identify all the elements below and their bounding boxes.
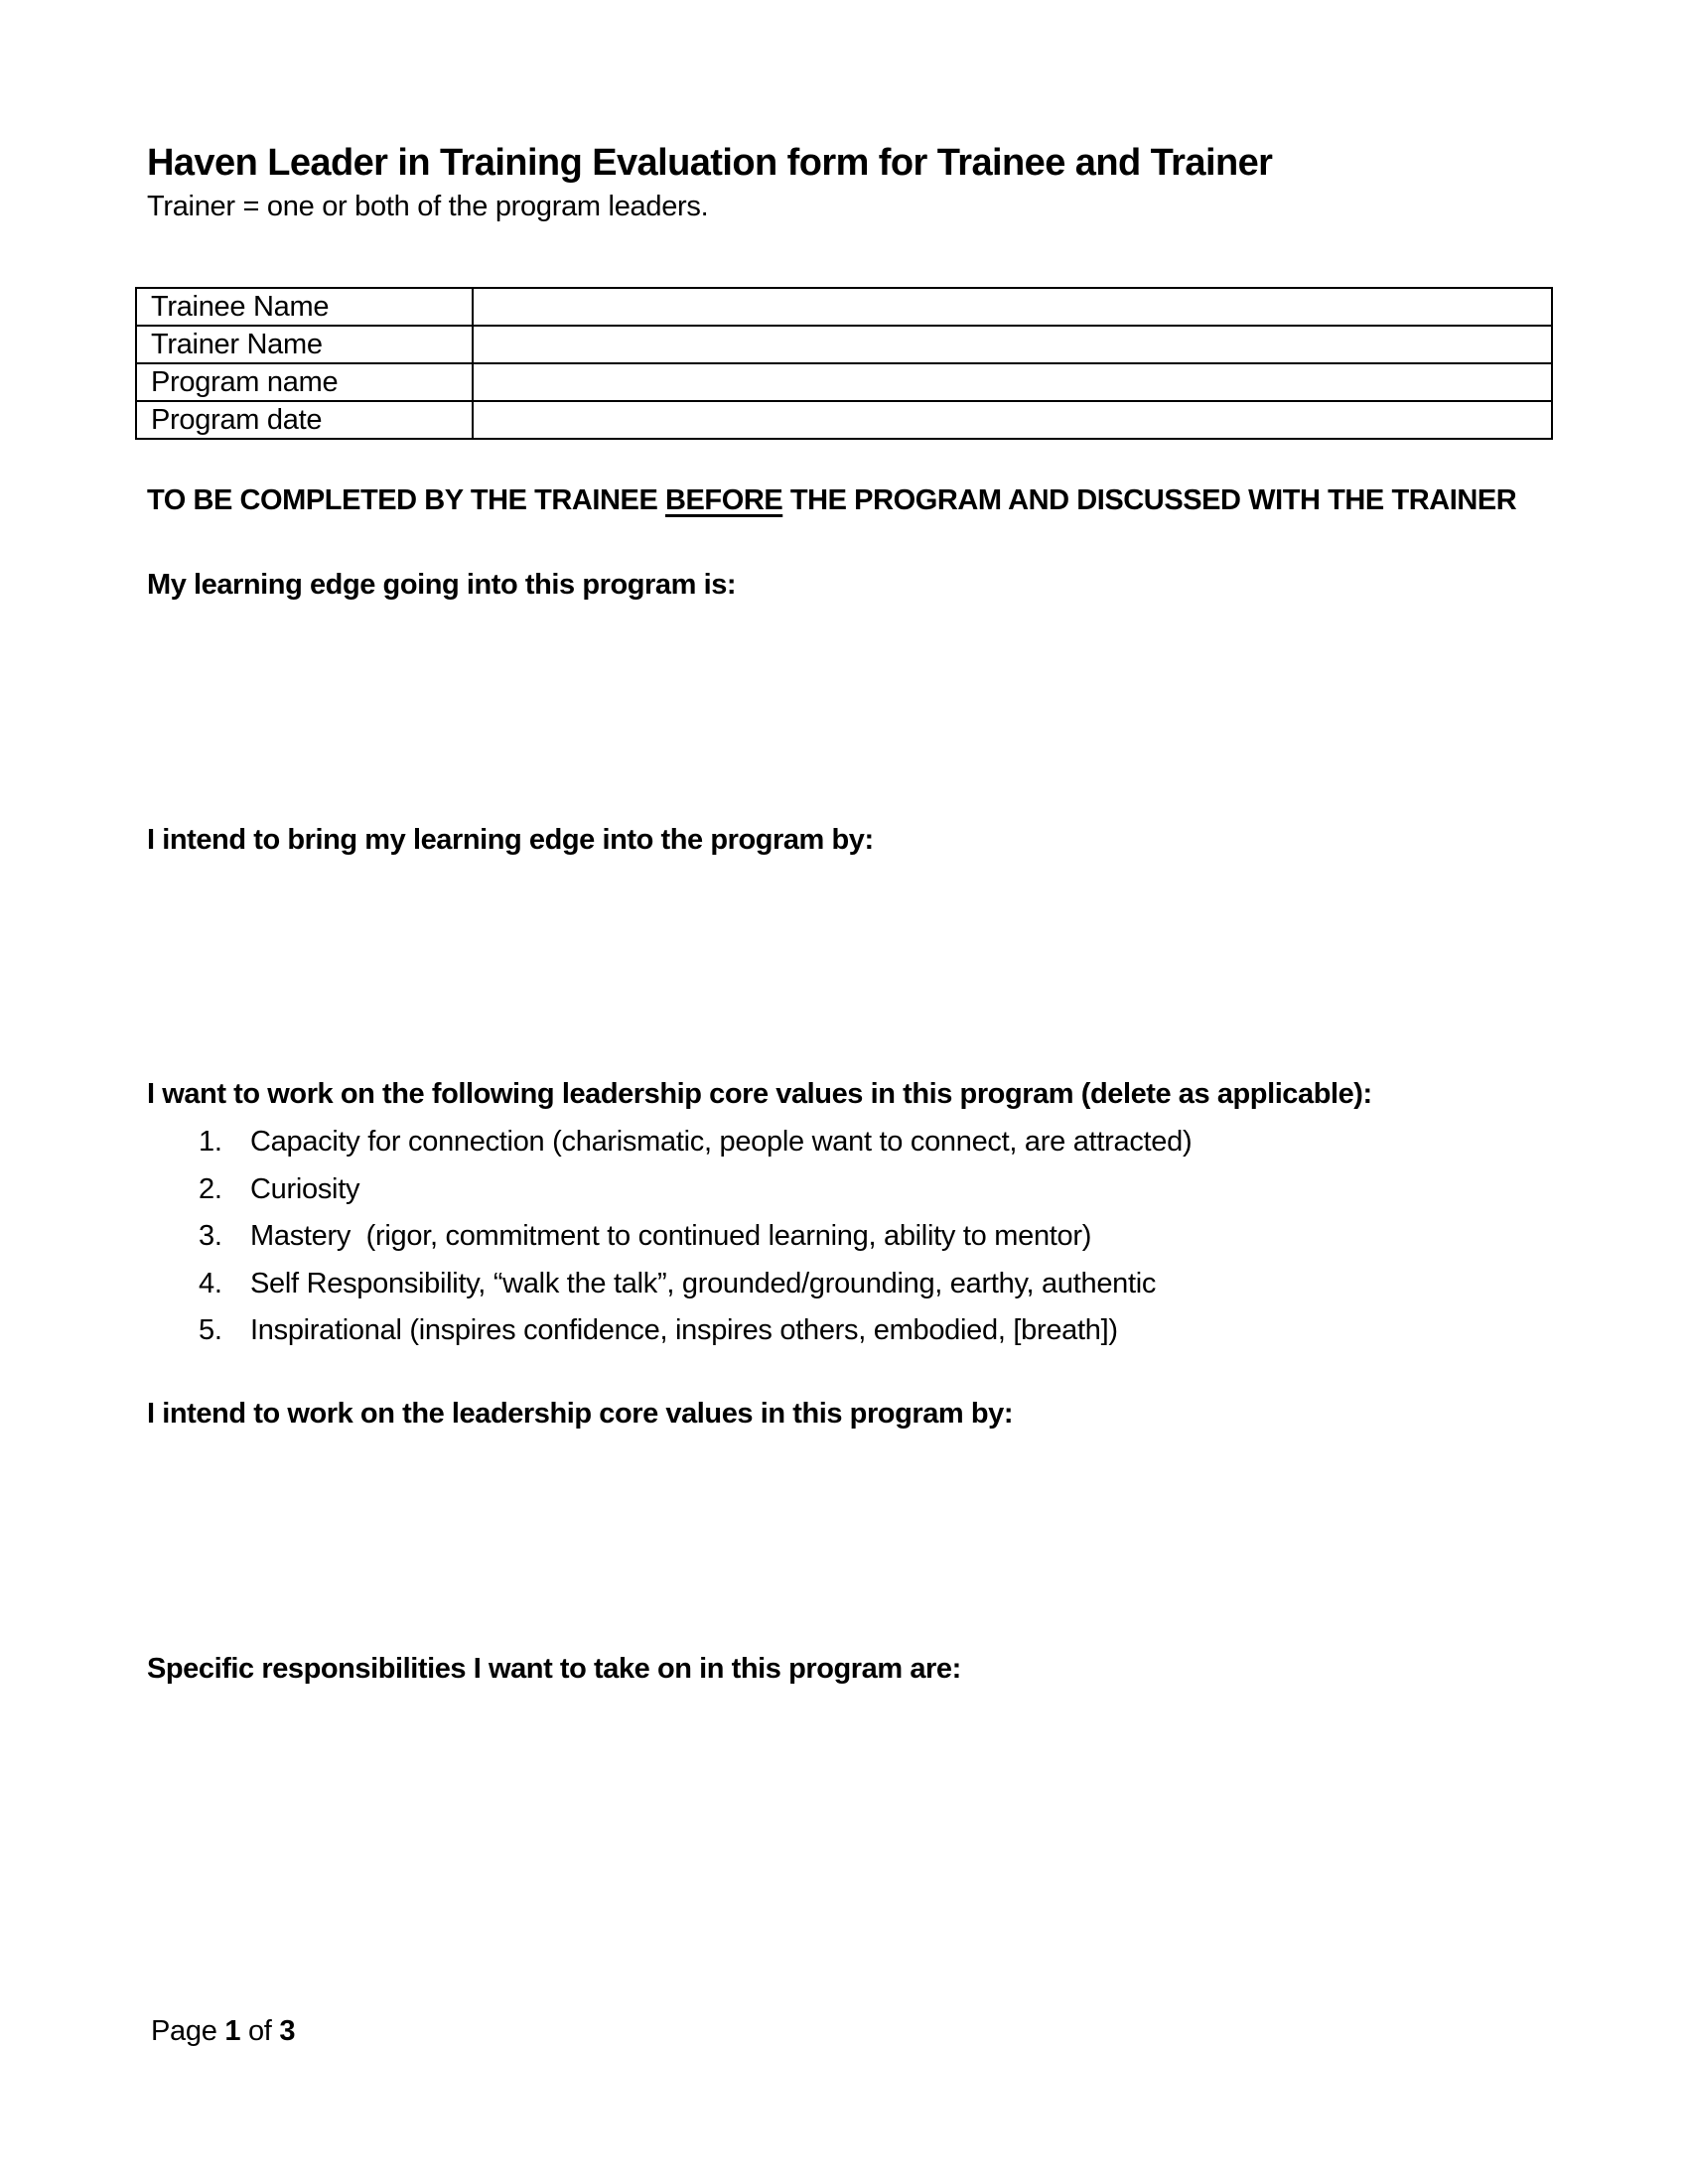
list-item [199, 1268, 1549, 1300]
trainee-name-label: Trainee Name [136, 288, 473, 326]
bring-learning-edge-heading: I intend to bring my learning edge into the program by: [147, 824, 874, 856]
list-item-number: 3. [199, 1220, 222, 1252]
bring-learning-edge-answer-area[interactable] [147, 874, 1541, 1062]
table-row [136, 288, 1552, 326]
page-subtitle: Trainer = one or both of the program leaders. [147, 191, 709, 222]
trainee-name-value-cell[interactable] [473, 288, 1552, 326]
trainer-name-label: Trainer Name [136, 326, 473, 363]
list-item-number: 5. [199, 1314, 222, 1346]
list-item-text: Mastery (rigor, commitment to continued learning, ability to mentor) [250, 1220, 1092, 1252]
program-date-label: Program date [136, 401, 473, 439]
list-item-text: Inspirational (inspires confidence, inspires others, embodied, [breath]) [250, 1314, 1118, 1346]
list-item-text: Curiosity [250, 1172, 360, 1205]
core-values-list [199, 1126, 1549, 1362]
core-values-heading: I want to work on the following leadership core values in this program (delete as applicable): [147, 1078, 1372, 1110]
list-item [199, 1314, 1549, 1347]
table-row [136, 401, 1552, 439]
specific-responsibilities-answer-area[interactable] [147, 1698, 1541, 1985]
work-on-core-values-answer-area[interactable] [147, 1444, 1541, 1638]
list-item [199, 1173, 1549, 1206]
program-name-value-cell[interactable] [473, 363, 1552, 401]
trainer-name-value-cell[interactable] [473, 326, 1552, 363]
work-on-core-values-heading: I intend to work on the leadership core values in this program by: [147, 1398, 1014, 1430]
trainee-info-table [135, 287, 1553, 440]
footer-total-pages: 3 [279, 2015, 296, 2047]
list-item-text: Capacity for connection (charismatic, people want to connect, are attracted) [250, 1126, 1193, 1158]
list-item-number: 2. [199, 1172, 222, 1205]
completed-by-prefix: TO BE COMPLETED BY THE TRAINEE [147, 484, 665, 516]
table-row [136, 326, 1552, 363]
list-item [199, 1220, 1549, 1253]
completed-by-suffix: THE PROGRAM AND DISCUSSED WITH THE TRAINER [782, 484, 1517, 516]
list-item-number: 4. [199, 1267, 222, 1299]
program-name-label: Program name [136, 363, 473, 401]
completed-by-heading [147, 484, 1516, 517]
page-footer [151, 2015, 295, 2048]
footer-page-number: 1 [224, 2015, 241, 2047]
completed-by-underlined-word: BEFORE [665, 484, 783, 516]
table-row [136, 363, 1552, 401]
program-date-value-cell[interactable] [473, 401, 1552, 439]
list-item-text: Self Responsibility, “walk the talk”, grounded/grounding, earthy, authentic [250, 1267, 1157, 1299]
learning-edge-answer-area[interactable] [147, 615, 1541, 809]
footer-of-word: of [240, 2015, 280, 2047]
list-item-number: 1. [199, 1126, 222, 1158]
footer-page-word: Page [151, 2015, 225, 2047]
page-title: Haven Leader in Training Evaluation form for Trainee and Trainer [147, 142, 1273, 184]
list-item [199, 1126, 1549, 1159]
specific-responsibilities-heading: Specific responsibilities I want to take on in this program are: [147, 1653, 961, 1685]
learning-edge-heading: My learning edge going into this program is: [147, 569, 737, 601]
